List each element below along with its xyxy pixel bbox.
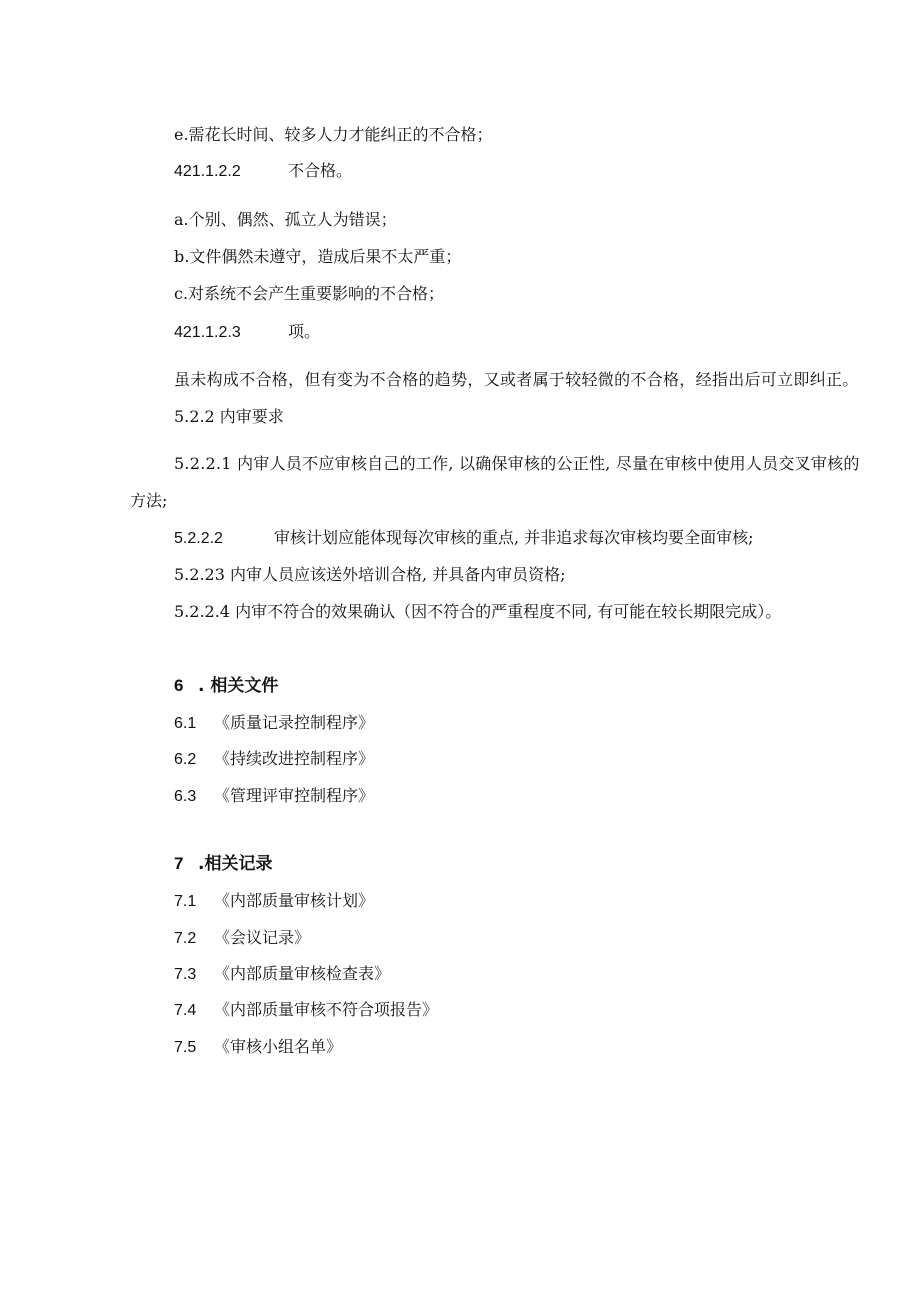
- clause-title: 不合格。: [288, 161, 353, 180]
- internal-audit-requirements-heading: 5.2.2 内审要求: [174, 407, 284, 426]
- list-item: [174, 890, 374, 913]
- requirement-5-2-2-4: 5.2.2.4 内审不符合的效果确认（因不符合的严重程度不同, 有可能在较长期限完成）。: [174, 602, 782, 621]
- item-number: 7.2: [174, 930, 197, 947]
- list-item: [174, 963, 390, 986]
- observation-description: 虽未构成不合格，但有变为不合格的趋势，又或者属于较轻微的不合格，经指出后可立即纠正。: [174, 370, 859, 389]
- item-number: 7.4: [174, 1002, 197, 1019]
- item-text: 《内部质量审核检查表》: [214, 964, 391, 983]
- minor-nonconformity-heading: [174, 160, 352, 183]
- item-number: 6.1: [174, 715, 197, 732]
- item-text: 《质量记录控制程序》: [214, 713, 375, 732]
- clause-number: 421.1.2.2: [174, 163, 241, 180]
- requirement-5-2-2-1: 5.2.2.1 内审人员不应审核自己的工作, 以确保审核的公正性, 尽量在审核中使用人员交叉审核的: [174, 454, 860, 473]
- section-title: .相关记录: [198, 854, 273, 874]
- section-7-heading: [174, 853, 272, 875]
- section-6-heading: [174, 675, 278, 697]
- clause-number: 421.1.2.3: [174, 324, 241, 341]
- clause-text: 审核计划应能体现每次审核的重点, 并非追求每次审核均要全面审核;: [274, 528, 754, 547]
- list-item: [174, 748, 374, 771]
- list-item: [174, 927, 310, 950]
- section-number: 7: [174, 854, 184, 873]
- item-text: 《审核小组名单》: [214, 1037, 343, 1056]
- item-number: 6.2: [174, 751, 197, 768]
- section-title: . 相关文件: [198, 676, 279, 696]
- requirement-5-2-2-2: [174, 527, 754, 550]
- item-number: 7.5: [174, 1039, 197, 1056]
- item-text: 《会议记录》: [214, 928, 311, 947]
- list-item: [174, 785, 374, 808]
- item-text: 《内部质量审核计划》: [214, 891, 375, 910]
- observation-heading: [174, 321, 320, 344]
- item-b: b.文件偶然未遵守，造成后果不太严重；: [174, 247, 462, 266]
- requirement-5-2-23: 5.2.23 内审人员应该送外培训合格, 并具备内审员资格;: [174, 565, 566, 584]
- item-text: 《持续改进控制程序》: [214, 749, 375, 768]
- item-number: 6.3: [174, 788, 197, 805]
- clause-title: 项。: [288, 322, 321, 341]
- list-item: [174, 999, 438, 1022]
- item-number: 7.3: [174, 966, 197, 983]
- item-e: e.需花长时间、较多人力才能纠正的不合格；: [174, 125, 493, 144]
- item-text: 《内部质量审核不符合项报告》: [214, 1000, 439, 1019]
- clause-number: 5.2.2.2: [174, 530, 223, 547]
- requirement-5-2-2-1-continued: 方法;: [130, 491, 168, 510]
- item-number: 7.1: [174, 893, 197, 910]
- section-number: 6: [174, 676, 184, 695]
- list-item: [174, 712, 374, 735]
- item-text: 《管理评审控制程序》: [214, 786, 375, 805]
- item-a: a.个别、偶然、孤立人为错误；: [174, 210, 397, 229]
- list-item: [174, 1036, 342, 1059]
- item-c: c.对系统不会产生重要影响的不合格；: [174, 284, 445, 303]
